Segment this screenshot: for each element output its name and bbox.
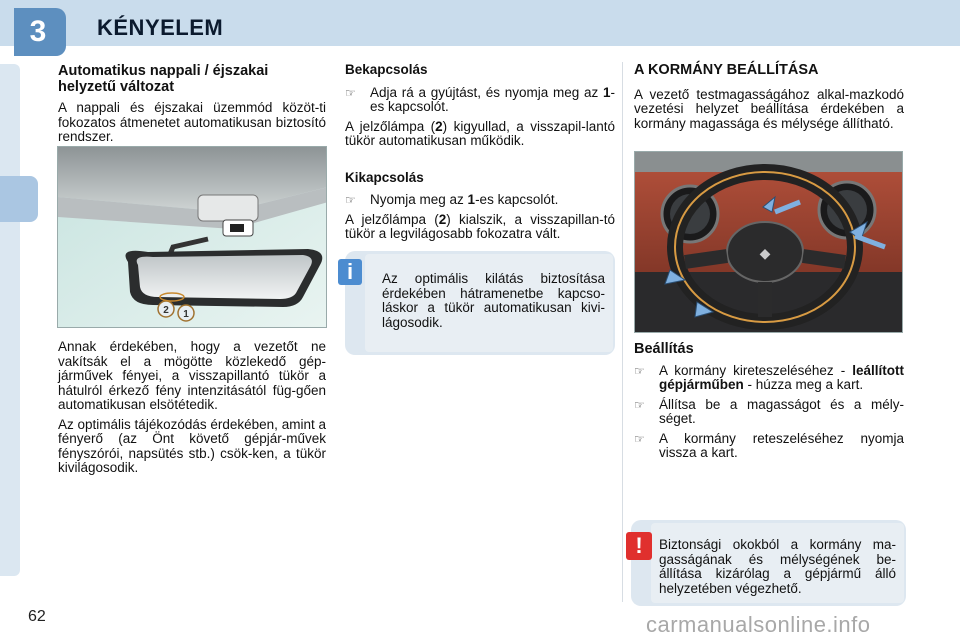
page-number: 62	[28, 608, 46, 625]
callout-2-label: 2	[163, 305, 169, 316]
right-column	[634, 63, 904, 136]
switch-ref: 1	[467, 192, 476, 207]
steering-intro: A vezető testmagasságához alkal-mazkodó vezetési helyzet beállítása érdekében a kormány magassága és mélysége állítható.	[634, 86, 904, 131]
right-column-lower	[634, 342, 904, 466]
chapter-title: KÉNYELEM	[97, 15, 224, 40]
switch-on-heading: Bekapcsolás	[345, 62, 428, 77]
info-note-box	[345, 251, 615, 355]
step-text: Adja rá a gyújtást, és nyomja meg az	[370, 84, 603, 100]
step-text: Állítsa be a magasságot és a mély-séget.	[659, 396, 904, 426]
middle-column	[345, 63, 615, 247]
switch-ref: 1	[602, 84, 611, 100]
pointer-bullet-icon: ☞	[345, 85, 356, 100]
info-note-text: Az optimális kilátás biztosítása érdekében hátramenetbe kapcso-láskor a tükör automatikusan kivi-lágosodik.	[365, 254, 613, 352]
step-text: A kormány kireteszeléséhez -	[659, 362, 853, 378]
rear-view-mirror-illustration	[58, 147, 327, 328]
side-index-strip	[0, 64, 20, 576]
step-text: -es kapcsolót.	[370, 84, 615, 114]
pointer-bullet-icon: ☞	[634, 431, 645, 446]
steering-wheel-photo	[634, 151, 903, 333]
steering-section-heading: A KORMÁNY BEÁLLÍTÁSA	[634, 62, 819, 78]
adjust-step-1	[634, 364, 904, 393]
result-text: A jelzőlámpa (	[345, 118, 436, 134]
chapter-number: 3	[29, 15, 47, 48]
switch-on-step	[345, 86, 615, 115]
steering-wheel-illustration	[635, 152, 903, 333]
lamp-ref: 2	[435, 118, 443, 134]
step-text: Nyomja meg az	[370, 192, 468, 207]
mirror-photo	[57, 146, 327, 328]
step-emphasis: leállított gépjárműben	[659, 362, 904, 392]
adjust-step-2	[634, 398, 904, 427]
adjustment-heading: Beállítás	[634, 341, 694, 357]
intro-text: A nappali és éjszakai üzemmód közöt-ti fokozatos átmenetet automatikusan biztosító rendszer.	[58, 100, 326, 144]
lamp-ref: 2	[438, 211, 447, 227]
column-divider	[622, 62, 623, 602]
result-text: ) kialszik, a visszapillan-tó tükör a legvilágosabb fokozatra vált.	[345, 211, 615, 241]
left-column-lower	[58, 340, 326, 481]
step-text: -es kapcsolót.	[475, 192, 559, 207]
step-text: - húzza meg a kart.	[743, 377, 864, 392]
result-text: A jelzőlámpa (	[345, 211, 439, 227]
result-text: ) kigyullad, a visszapil-lantó tükör automatikusan működik.	[345, 118, 615, 148]
svg-text:◆: ◆	[759, 245, 771, 261]
warning-note-text: Biztonsági okokból a kormány ma-gasságának és mélységének be-állítása kizárólag a gépjármű álló helyzetében végezhető.	[651, 523, 904, 603]
switch-off-result	[345, 213, 615, 242]
side-index-active-tab[interactable]	[0, 176, 38, 222]
paragraph-dimming: Annak érdekében, hogy a vezetőt ne vakítsák el a mögötte közlekedő gép-járművek fényei, a visszapillantó tükör a hátulról érkező fény intenzitásától füg-gően automatikusan elsötétedik.	[58, 339, 326, 412]
pointer-bullet-icon: ☞	[634, 397, 645, 412]
warning-note-box	[631, 520, 906, 606]
switch-off-heading: Kikapcsolás	[345, 169, 424, 185]
section-heading-auto-mirror: Automatikus nappali / éjszakai helyzetű változat	[58, 63, 269, 95]
step-text: A kormány reteszeléséhez nyomja vissza a kart.	[659, 430, 904, 460]
callout-1-label: 1	[183, 309, 189, 320]
paragraph-brightening: Az optimális tájékozódás érdekében, amint a fényerő (az Önt követő gépjár-művek fényszórói, napsütés stb.) csök-ken, a tükör kivilágosodik.	[58, 416, 326, 475]
pointer-bullet-icon: ☞	[345, 193, 356, 207]
switch-off-step	[345, 193, 615, 208]
warning-icon: !	[626, 532, 652, 560]
info-icon: i	[338, 259, 362, 285]
adjust-step-3	[634, 432, 904, 461]
watermark: carmanualsonline.info	[646, 612, 871, 637]
pointer-bullet-icon: ☞	[634, 363, 645, 378]
switch-on-result	[345, 120, 615, 149]
left-column	[58, 63, 326, 150]
